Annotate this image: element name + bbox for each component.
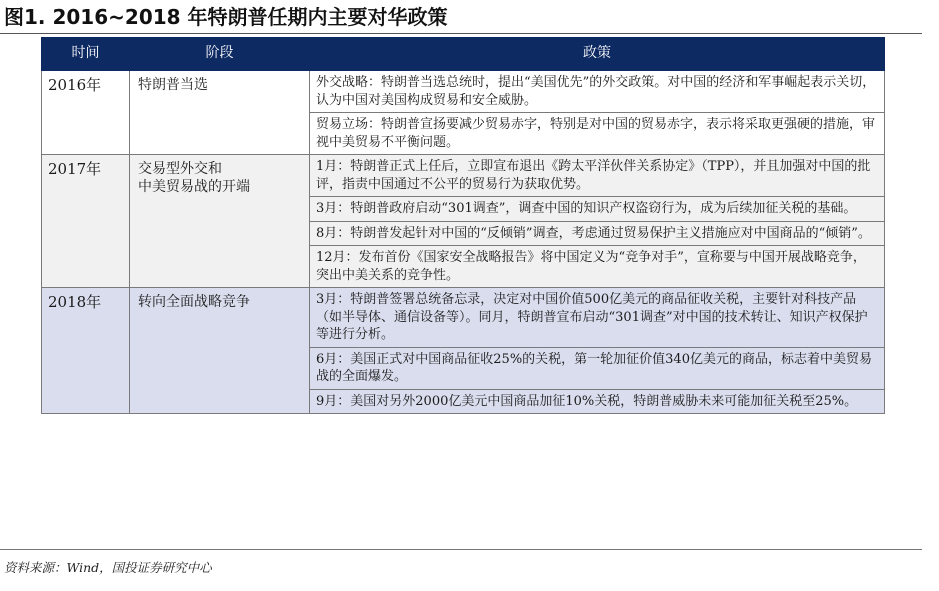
table-header (42, 38, 885, 71)
header-row (42, 38, 885, 71)
policy-cell: 1月：特朗普正式上任后，立即宣布退出《跨太平洋伙伴关系协定》（TPP），并且加强对中国的批评，指责中国通过不公平的贸易行为获取优势。 (310, 155, 885, 197)
table-row-2016-1 (42, 71, 885, 113)
source-divider (0, 549, 922, 550)
policy-cell: 贸易立场：特朗普宣扬要减少贸易赤字，特别是对中国的贸易赤字，表示将采取更强硬的措施，审视中美贸易不平衡问题。 (310, 113, 885, 155)
policy-cell: 12月：发布首份《国家安全战略报告》将中国定义为“竞争对手”，宣称要与中国开展战略竞争，突出中美关系的竞争性。 (310, 246, 885, 288)
phase-line: 特朗普当选 (138, 77, 208, 93)
policy-cell: 8月：特朗普发起针对中国的“反倾销”调查，考虑通过贸易保护主义措施应对中国商品的“倾销”。 (310, 221, 885, 246)
year-cell-2018: 2018年 (42, 288, 130, 414)
policy-cell: 6月：美国正式对中国商品征收25%的关税，第一轮加征价值340亿美元的商品，标志着中美贸易战的全面爆发。 (310, 347, 885, 389)
phase-cell-2017 (130, 155, 310, 288)
table-body (42, 71, 885, 414)
policy-cell: 9月：美国对另外2000亿美元中国商品加征10%关税，特朗普威胁未来可能加征关税至25%。 (310, 389, 885, 414)
table-row-2018-1 (42, 288, 885, 348)
figure-title: 图1. 2016~2018 年特朗普任期内主要对华政策 (4, 5, 448, 29)
phase-line: 交易型外交和 (138, 161, 222, 177)
header-time: 时间 (42, 38, 130, 71)
table-row-2017-1 (42, 155, 885, 197)
policy-cell: 3月：特朗普政府启动“301调查”，调查中国的知识产权盗窃行为，成为后续加征关税的基础。 (310, 197, 885, 222)
source-note: 资料来源：Wind，国投证券研究中心 (4, 560, 212, 575)
policy-cell: 外交战略：特朗普当选总统时，提出“美国优先”的外交政策。对中国的经济和军事崛起表示关切，认为中国对美国构成贸易和安全威胁。 (310, 71, 885, 113)
policy-cell: 3月：特朗普签署总统备忘录，决定对中国价值500亿美元的商品征收关税，主要针对科技产品（如半导体、通信设备等）。同月，特朗普宣布启动“301调查”对中国的技术转让、知识产权保护等进行分析。 (310, 288, 885, 348)
header-policy: 政策 (310, 38, 885, 71)
year-cell-2017: 2017年 (42, 155, 130, 288)
phase-line: 转向全面战略竞争 (138, 294, 250, 310)
phase-cell-2018 (130, 288, 310, 414)
phase-cell-2016 (130, 71, 310, 155)
phase-line: 中美贸易战的开端 (138, 178, 250, 195)
header-phase: 阶段 (130, 38, 310, 71)
year-cell-2016: 2016年 (42, 71, 130, 155)
policy-table (41, 37, 885, 414)
title-divider (0, 33, 922, 34)
